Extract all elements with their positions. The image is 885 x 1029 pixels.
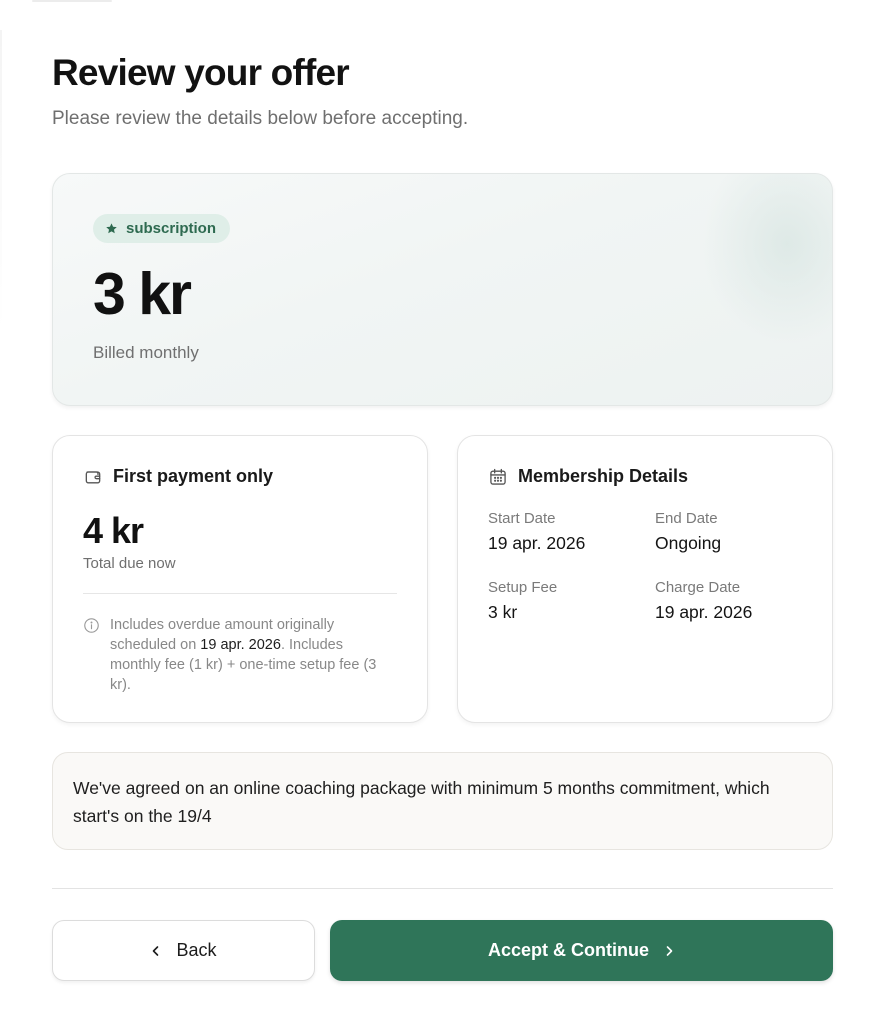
- start-date-field: [488, 510, 655, 554]
- membership-header: [488, 466, 688, 487]
- charge-date-value: 19 apr. 2026: [655, 602, 753, 622]
- setup-fee-label: Setup Fee: [488, 579, 558, 596]
- start-date-label: Start Date: [488, 510, 556, 527]
- chevron-left-icon: [150, 945, 162, 957]
- plan-type-label: subscription: [126, 220, 217, 237]
- payment-note: [83, 615, 383, 695]
- membership-title: Membership Details: [518, 466, 689, 486]
- total-due-label: Total due now: [83, 555, 176, 572]
- back-button[interactable]: [52, 920, 315, 981]
- charge-date-label: Charge Date: [655, 579, 741, 596]
- first-payment-title: First payment only: [113, 466, 274, 486]
- membership-detail-grid: [488, 510, 808, 623]
- first-payment-card: [52, 435, 428, 723]
- payment-note-text: [110, 615, 383, 695]
- end-date-field: [655, 510, 808, 554]
- top-edge-decoration: [32, 0, 112, 2]
- first-payment-header: [83, 466, 273, 487]
- start-date-value: 19 apr. 2026: [488, 533, 586, 553]
- offer-summary-card: [52, 173, 833, 406]
- note-text-part2: . Includes monthly fee (1 kr) + one-time setup fee (3 kr).: [110, 637, 377, 693]
- accept-continue-button[interactable]: [330, 920, 833, 981]
- footer-divider: [52, 888, 833, 889]
- plan-type-badge: [93, 214, 230, 243]
- page-title: Review your offer: [52, 52, 349, 93]
- card-divider: [83, 593, 397, 594]
- note-date: 19 apr. 2026: [200, 637, 281, 653]
- setup-fee-field: [488, 579, 655, 623]
- calendar-icon: [488, 467, 508, 487]
- star-icon: [105, 222, 118, 235]
- offer-message: We've agreed on an online coaching package with minimum 5 months commitment, which start's on the 19/4: [52, 752, 833, 850]
- billing-frequency: Billed monthly: [93, 343, 199, 362]
- setup-fee-value: 3 kr: [488, 602, 518, 622]
- total-due-amount: 4 kr: [83, 510, 144, 551]
- back-button-label: Back: [176, 940, 217, 960]
- end-date-label: End Date: [655, 510, 718, 527]
- offer-price: 3 kr: [93, 261, 190, 327]
- note-text-part1: Includes overdue amount originally scheduled on: [110, 617, 335, 653]
- info-icon: [83, 617, 100, 634]
- end-date-value: Ongoing: [655, 533, 722, 553]
- charge-date-field: [655, 579, 808, 623]
- left-edge-decoration: [0, 30, 2, 330]
- wallet-icon: [83, 467, 103, 487]
- membership-details-card: [457, 435, 833, 723]
- chevron-right-icon: [663, 945, 675, 957]
- page-subtitle: Please review the details below before accepting.: [52, 108, 469, 129]
- accept-button-label: Accept & Continue: [487, 940, 649, 960]
